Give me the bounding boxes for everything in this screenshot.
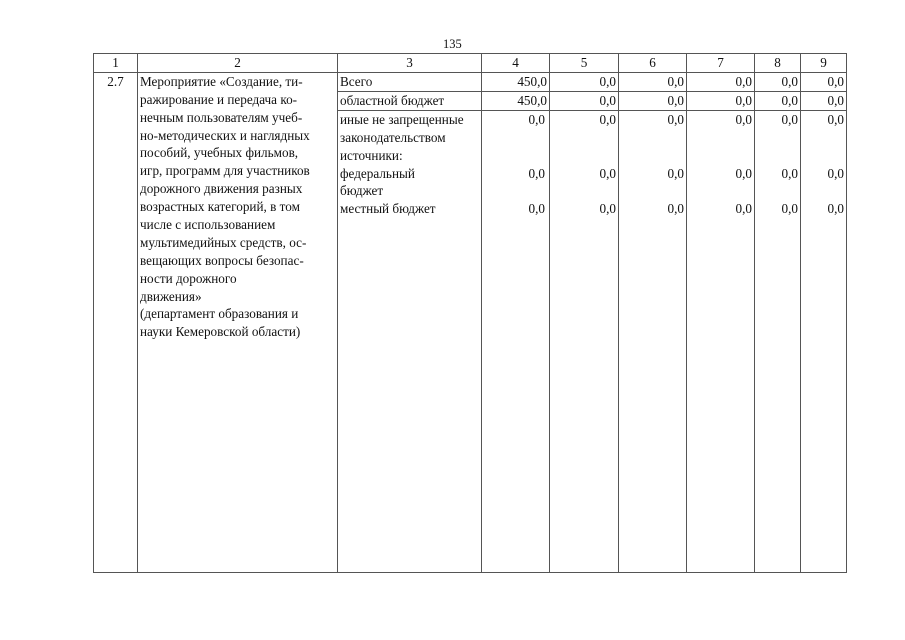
table-row-total: [94, 72, 847, 91]
description-line: движения»: [140, 288, 202, 304]
federal-value: 0,0: [528, 165, 545, 181]
source-regional-value: 0,0: [550, 91, 619, 110]
source-total-label: Всего: [338, 72, 482, 91]
local-value: 0,0: [827, 201, 844, 217]
description-line: ности дорожного: [140, 270, 237, 286]
column-header-2: 2: [138, 54, 338, 73]
measure-description: [138, 72, 338, 572]
description-line: мультимедийных средств, ос-: [140, 234, 307, 250]
source-federal-label: федеральный: [340, 165, 415, 181]
local-value: 0,0: [528, 201, 545, 217]
source-local-label: местный бюджет: [340, 201, 436, 217]
column-header-8: 8: [755, 54, 801, 73]
federal-value: 0,0: [735, 165, 752, 181]
other-value: 0,0: [735, 111, 752, 127]
column-header-4: 4: [482, 54, 550, 73]
description-line: Мероприятие «Создание, ти-: [140, 73, 303, 89]
description-line: вещающих вопросы безопас-: [140, 252, 304, 268]
other-values-col-4: [482, 110, 550, 572]
other-values-col-8: [755, 110, 801, 572]
other-values-col-9: [801, 110, 847, 572]
source-regional-value: 0,0: [755, 91, 801, 110]
local-value: 0,0: [735, 201, 752, 217]
source-total-value: 0,0: [687, 72, 755, 91]
source-other-label: иные не запрещенные: [340, 111, 464, 127]
source-regional-value: 450,0: [482, 91, 550, 110]
local-value: 0,0: [599, 201, 616, 217]
description-line: пособий, учебных фильмов,: [140, 145, 299, 161]
local-value: 0,0: [667, 201, 684, 217]
description-line: но-методических и наглядных: [140, 127, 310, 143]
column-header-1: 1: [94, 54, 138, 73]
description-line: (департамент образования и: [140, 306, 299, 322]
federal-value: 0,0: [781, 165, 798, 181]
federal-value: 0,0: [827, 165, 844, 181]
source-total-value: 0,0: [619, 72, 687, 91]
description-line: числе с использованием: [140, 217, 276, 233]
other-values-col-5: [550, 110, 619, 572]
source-total-value: 0,0: [801, 72, 847, 91]
description-line: игр, программ для участников: [140, 163, 310, 179]
header-row: [94, 54, 847, 73]
source-total-value: 450,0: [482, 72, 550, 91]
column-header-9: 9: [801, 54, 847, 73]
description-line: науки Кемеровской области): [140, 324, 301, 340]
column-header-7: 7: [687, 54, 755, 73]
other-values-col-6: [619, 110, 687, 572]
other-value: 0,0: [827, 111, 844, 127]
row-number: 2.7: [94, 72, 138, 572]
other-value: 0,0: [781, 111, 798, 127]
federal-value: 0,0: [667, 165, 684, 181]
source-other-label: источники:: [340, 147, 403, 163]
description-line: дорожного движения разных: [140, 181, 303, 197]
source-total-value: 0,0: [755, 72, 801, 91]
source-federal-label: бюджет: [340, 183, 384, 199]
source-other-label: законодательством: [340, 129, 446, 145]
page-number: 135: [443, 37, 462, 51]
source-regional-value: 0,0: [687, 91, 755, 110]
source-regional-value: 0,0: [619, 91, 687, 110]
source-other-cell: [338, 110, 482, 572]
description-line: нечным пользователям учеб-: [140, 109, 303, 125]
source-regional-label: областной бюджет: [338, 91, 482, 110]
source-total-value: 0,0: [550, 72, 619, 91]
description-line: возрастных категорий, в том: [140, 199, 300, 215]
other-value: 0,0: [528, 111, 545, 127]
local-value: 0,0: [781, 201, 798, 217]
other-values-col-7: [687, 110, 755, 572]
other-value: 0,0: [667, 111, 684, 127]
other-value: 0,0: [599, 111, 616, 127]
column-header-6: 6: [619, 54, 687, 73]
column-header-3: 3: [338, 54, 482, 73]
description-line: ражирование и передача ко-: [140, 91, 298, 107]
budget-table: [93, 53, 847, 573]
column-header-5: 5: [550, 54, 619, 73]
source-regional-value: 0,0: [801, 91, 847, 110]
federal-value: 0,0: [599, 165, 616, 181]
